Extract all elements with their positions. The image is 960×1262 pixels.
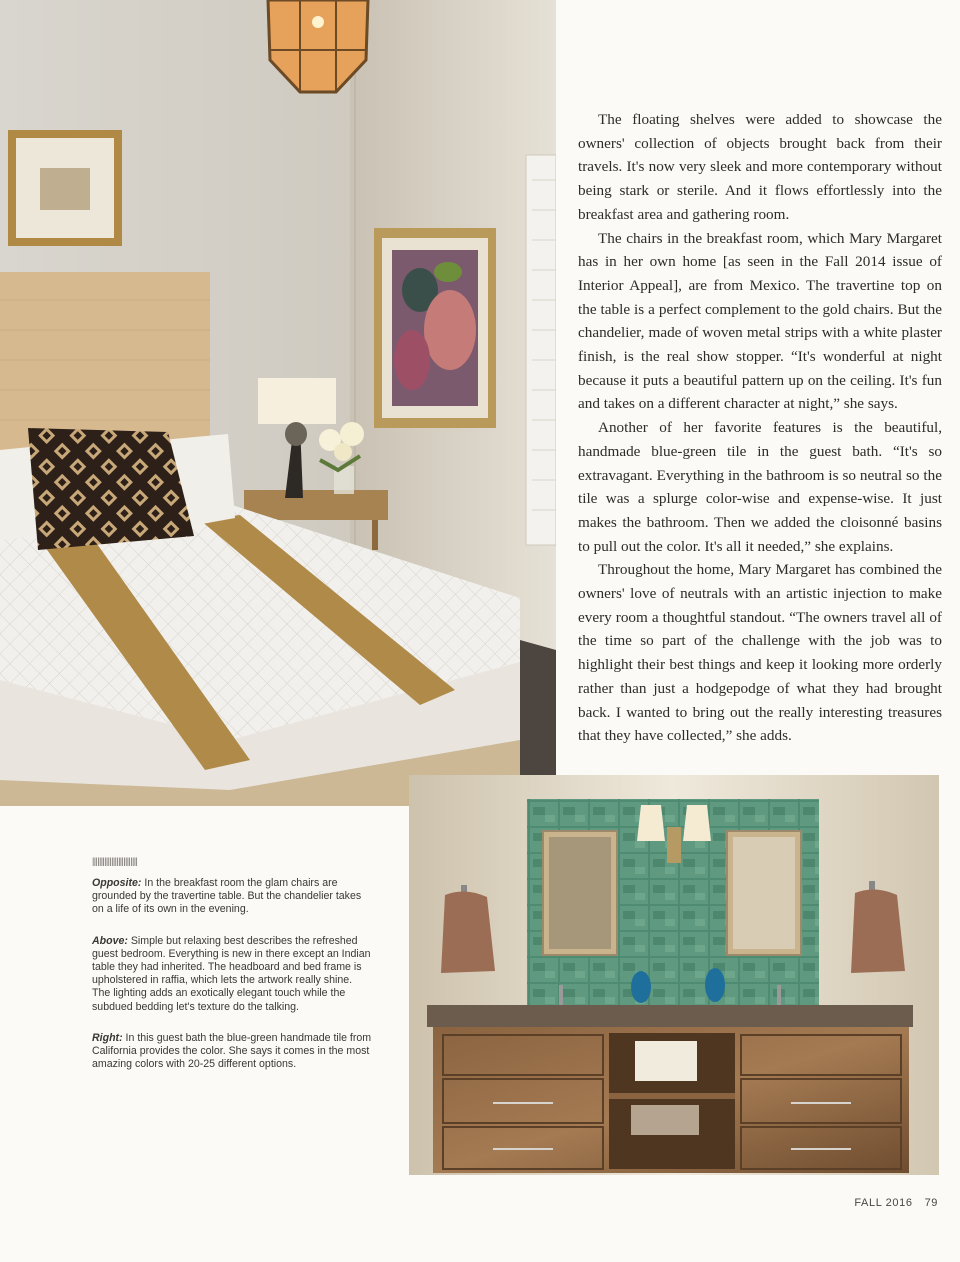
photo-captions bbox=[92, 855, 372, 1089]
page-folio bbox=[842, 1197, 938, 1209]
article-body bbox=[578, 108, 942, 748]
caption-text: In this guest bath the blue-green handmade tile from California provides the color. She says it comes in the most amazing colors with 20-25 different options. bbox=[92, 1031, 372, 1071]
caption-text: Simple but relaxing best describes the refreshed guest bedroom. Everything is new in there except an Indian table they had inherited. The headboard and bed frame is upholstered in raffia, which lets the artwork really shine. The lighting adds an exotically elegant touch while the subdued bedding let's texture do the talking. bbox=[92, 934, 371, 1013]
article-paragraph: Throughout the home, Mary Margaret has combined the owners' love of neutrals with an artistic injection to make every room a thoughtful standout. “The owners travel all of the time so part of the challenge with the job was to highlight their best things and keep it looking more orderly rather than just a hodgepodge of what they had brought back. I wanted to bring out the really interesting treasures that they have collected,” she adds. bbox=[578, 561, 942, 745]
caption-above bbox=[92, 935, 372, 1014]
issue-label: FALL 2016 bbox=[854, 1197, 913, 1209]
bedroom-photo bbox=[0, 0, 556, 806]
caption-label: Above: bbox=[92, 934, 128, 947]
article-paragraph: The chairs in the breakfast room, which Mary Margaret has in her own home [as seen in the Fall 2014 issue of Interior Appeal], are from Mexico. The travertine top on the table is a perfect complement to the gold chairs. But the chandelier, made of woven metal strips with a white plaster finish, is the real show stopper. “It's wonderful at night because it puts a beautiful pattern up on the ceiling. It's fun and takes on a different character at night,” she says. bbox=[578, 229, 942, 413]
caption-right bbox=[92, 1032, 372, 1072]
caption-label: Right: bbox=[92, 1031, 123, 1044]
bathroom-photo bbox=[409, 775, 939, 1175]
bedroom-illustration bbox=[0, 0, 556, 806]
bathroom-illustration bbox=[409, 775, 939, 1175]
article-paragraph: The floating shelves were added to showcase the owners' collection of objects brought back from their travels. It's now very sleek and more contemporary without being stark or sterile. And it flows effortlessly into the breakfast area and gathering room. bbox=[578, 111, 942, 223]
caption-opposite bbox=[92, 877, 372, 917]
article-paragraph: Another of her favorite features is the beautiful, handmade blue-green tile in the guest bath. “It's so extravagant. Everything in the bathroom is so neutral so the tile was a splurge color-wise and expense-wise. It just makes the bathroom. Then we added the cloisonné basins to pull out the color. It's all it needed,” she explains. bbox=[578, 419, 942, 555]
caption-label: Opposite: bbox=[92, 877, 142, 889]
page-number: 79 bbox=[924, 1197, 938, 1209]
caption-text: In the breakfast room the glam chairs are grounded by the travertine table. But the chandelier takes on a life of its own in the evening. bbox=[92, 877, 362, 916]
caption-rule-mark: |||||||||||||||||||||||||| bbox=[92, 856, 138, 866]
